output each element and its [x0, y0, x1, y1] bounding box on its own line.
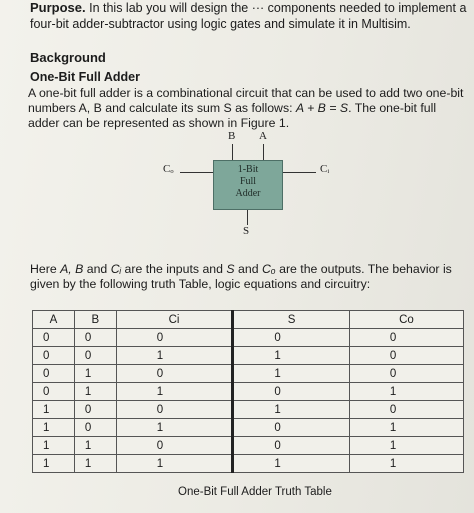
cell-a: 1: [33, 437, 75, 455]
cell-a: 1: [33, 401, 75, 419]
cell-b: 1: [74, 365, 116, 383]
io-input-ci: Cᵢ: [110, 262, 122, 276]
full-adder-block: [213, 160, 283, 210]
input-b-wire: [232, 144, 233, 160]
one-bit-full-adder-heading: One-Bit Full Adder: [30, 70, 140, 84]
purpose-label: Purpose.: [30, 0, 86, 15]
header-b: B: [74, 311, 116, 329]
input-a-label: A: [259, 130, 267, 142]
table-row: [33, 383, 464, 401]
cell-ci: 0: [116, 437, 233, 455]
cell-co: 0: [349, 329, 463, 347]
cell-s: 0: [233, 329, 350, 347]
cell-b: 0: [74, 419, 116, 437]
background-heading: Background: [30, 50, 106, 65]
truth-table-header: [33, 311, 464, 329]
io-output-co: Cₒ: [261, 262, 276, 276]
truth-table-caption: One-Bit Full Adder Truth Table: [178, 486, 332, 498]
io-paragraph: [30, 262, 470, 292]
purpose-paragraph: [30, 0, 470, 32]
carry-out-wire: [180, 172, 213, 173]
cell-s: 1: [233, 347, 350, 365]
cell-a: 1: [33, 455, 75, 473]
header-co: Co: [349, 311, 463, 329]
box-line3: Adder: [235, 188, 261, 199]
intro-text-a: A one-bit full adder is a combinational circuit that can be used to add two one-bit numbers A, B and calculate its sum S as follows:: [28, 86, 464, 115]
cell-co: 1: [349, 383, 463, 401]
cell-a: 1: [33, 419, 75, 437]
sum-equation: A + B = S: [295, 101, 349, 115]
carry-in-label: Cᵢ: [320, 163, 330, 175]
cell-s: 1: [233, 401, 350, 419]
cell-s: 1: [233, 455, 350, 473]
table-row: [33, 347, 464, 365]
cell-co: 1: [349, 437, 463, 455]
truth-table: [32, 310, 464, 473]
cell-ci: 0: [116, 329, 233, 347]
cell-co: 0: [349, 365, 463, 383]
header-a: A: [33, 311, 75, 329]
intro-paragraph: [28, 86, 468, 131]
cell-co: 0: [349, 347, 463, 365]
cell-s: 0: [233, 419, 350, 437]
io-text-1: Here: [30, 262, 61, 276]
intro-text-b: . The one-bit full adder can be represented as shown in Figure 1.: [28, 101, 437, 130]
purpose-line2: four-bit adder-subtractor using logic gates and simulate it in Multisim.: [30, 17, 411, 31]
table-row: [33, 401, 464, 419]
table-row: [33, 437, 464, 455]
io-text-4: and: [234, 262, 262, 276]
cell-ci: 1: [116, 347, 233, 365]
table-row: [33, 329, 464, 347]
header-ci: Ci: [116, 311, 233, 329]
input-a-wire: [263, 144, 264, 160]
cell-ci: 0: [116, 365, 233, 383]
io-text-5: are the outputs. The behavior is given by the following truth Table, logic equations and circuitry:: [30, 262, 452, 291]
cell-ci: 1: [116, 455, 233, 473]
io-output-s: S: [226, 262, 235, 276]
cell-b: 1: [74, 383, 116, 401]
cell-s: 0: [233, 383, 350, 401]
cell-a: 0: [33, 365, 75, 383]
io-text-3: are the inputs and: [121, 262, 227, 276]
cell-co: 1: [349, 419, 463, 437]
io-text-2: and: [83, 262, 111, 276]
cell-b: 0: [74, 347, 116, 365]
sum-wire: [247, 210, 248, 225]
full-adder-figure: [150, 130, 350, 240]
carry-in-wire: [283, 172, 316, 173]
header-s: S: [233, 311, 350, 329]
cell-b: 1: [74, 455, 116, 473]
cell-ci: 0: [116, 401, 233, 419]
carry-out-label: Cₒ: [163, 163, 174, 175]
purpose-line1: In this lab you will design the ··· components needed to implement a: [89, 1, 467, 15]
table-row: [33, 455, 464, 473]
cell-co: 1: [349, 455, 463, 473]
box-line1: 1-Bit: [237, 164, 259, 175]
io-inputs-ab: A, B: [60, 262, 84, 276]
input-b-label: B: [228, 130, 236, 142]
cell-b: 0: [74, 329, 116, 347]
cell-ci: 1: [116, 383, 233, 401]
cell-s: 1: [233, 365, 350, 383]
sum-label: S: [243, 225, 250, 237]
cell-a: 0: [33, 329, 75, 347]
table-row: [33, 365, 464, 383]
cell-b: 1: [74, 437, 116, 455]
cell-a: 0: [33, 383, 75, 401]
box-line2: Full: [239, 176, 257, 187]
table-row: [33, 419, 464, 437]
cell-s: 0: [233, 437, 350, 455]
cell-ci: 1: [116, 419, 233, 437]
cell-b: 0: [74, 401, 116, 419]
cell-co: 0: [349, 401, 463, 419]
cell-a: 0: [33, 347, 75, 365]
